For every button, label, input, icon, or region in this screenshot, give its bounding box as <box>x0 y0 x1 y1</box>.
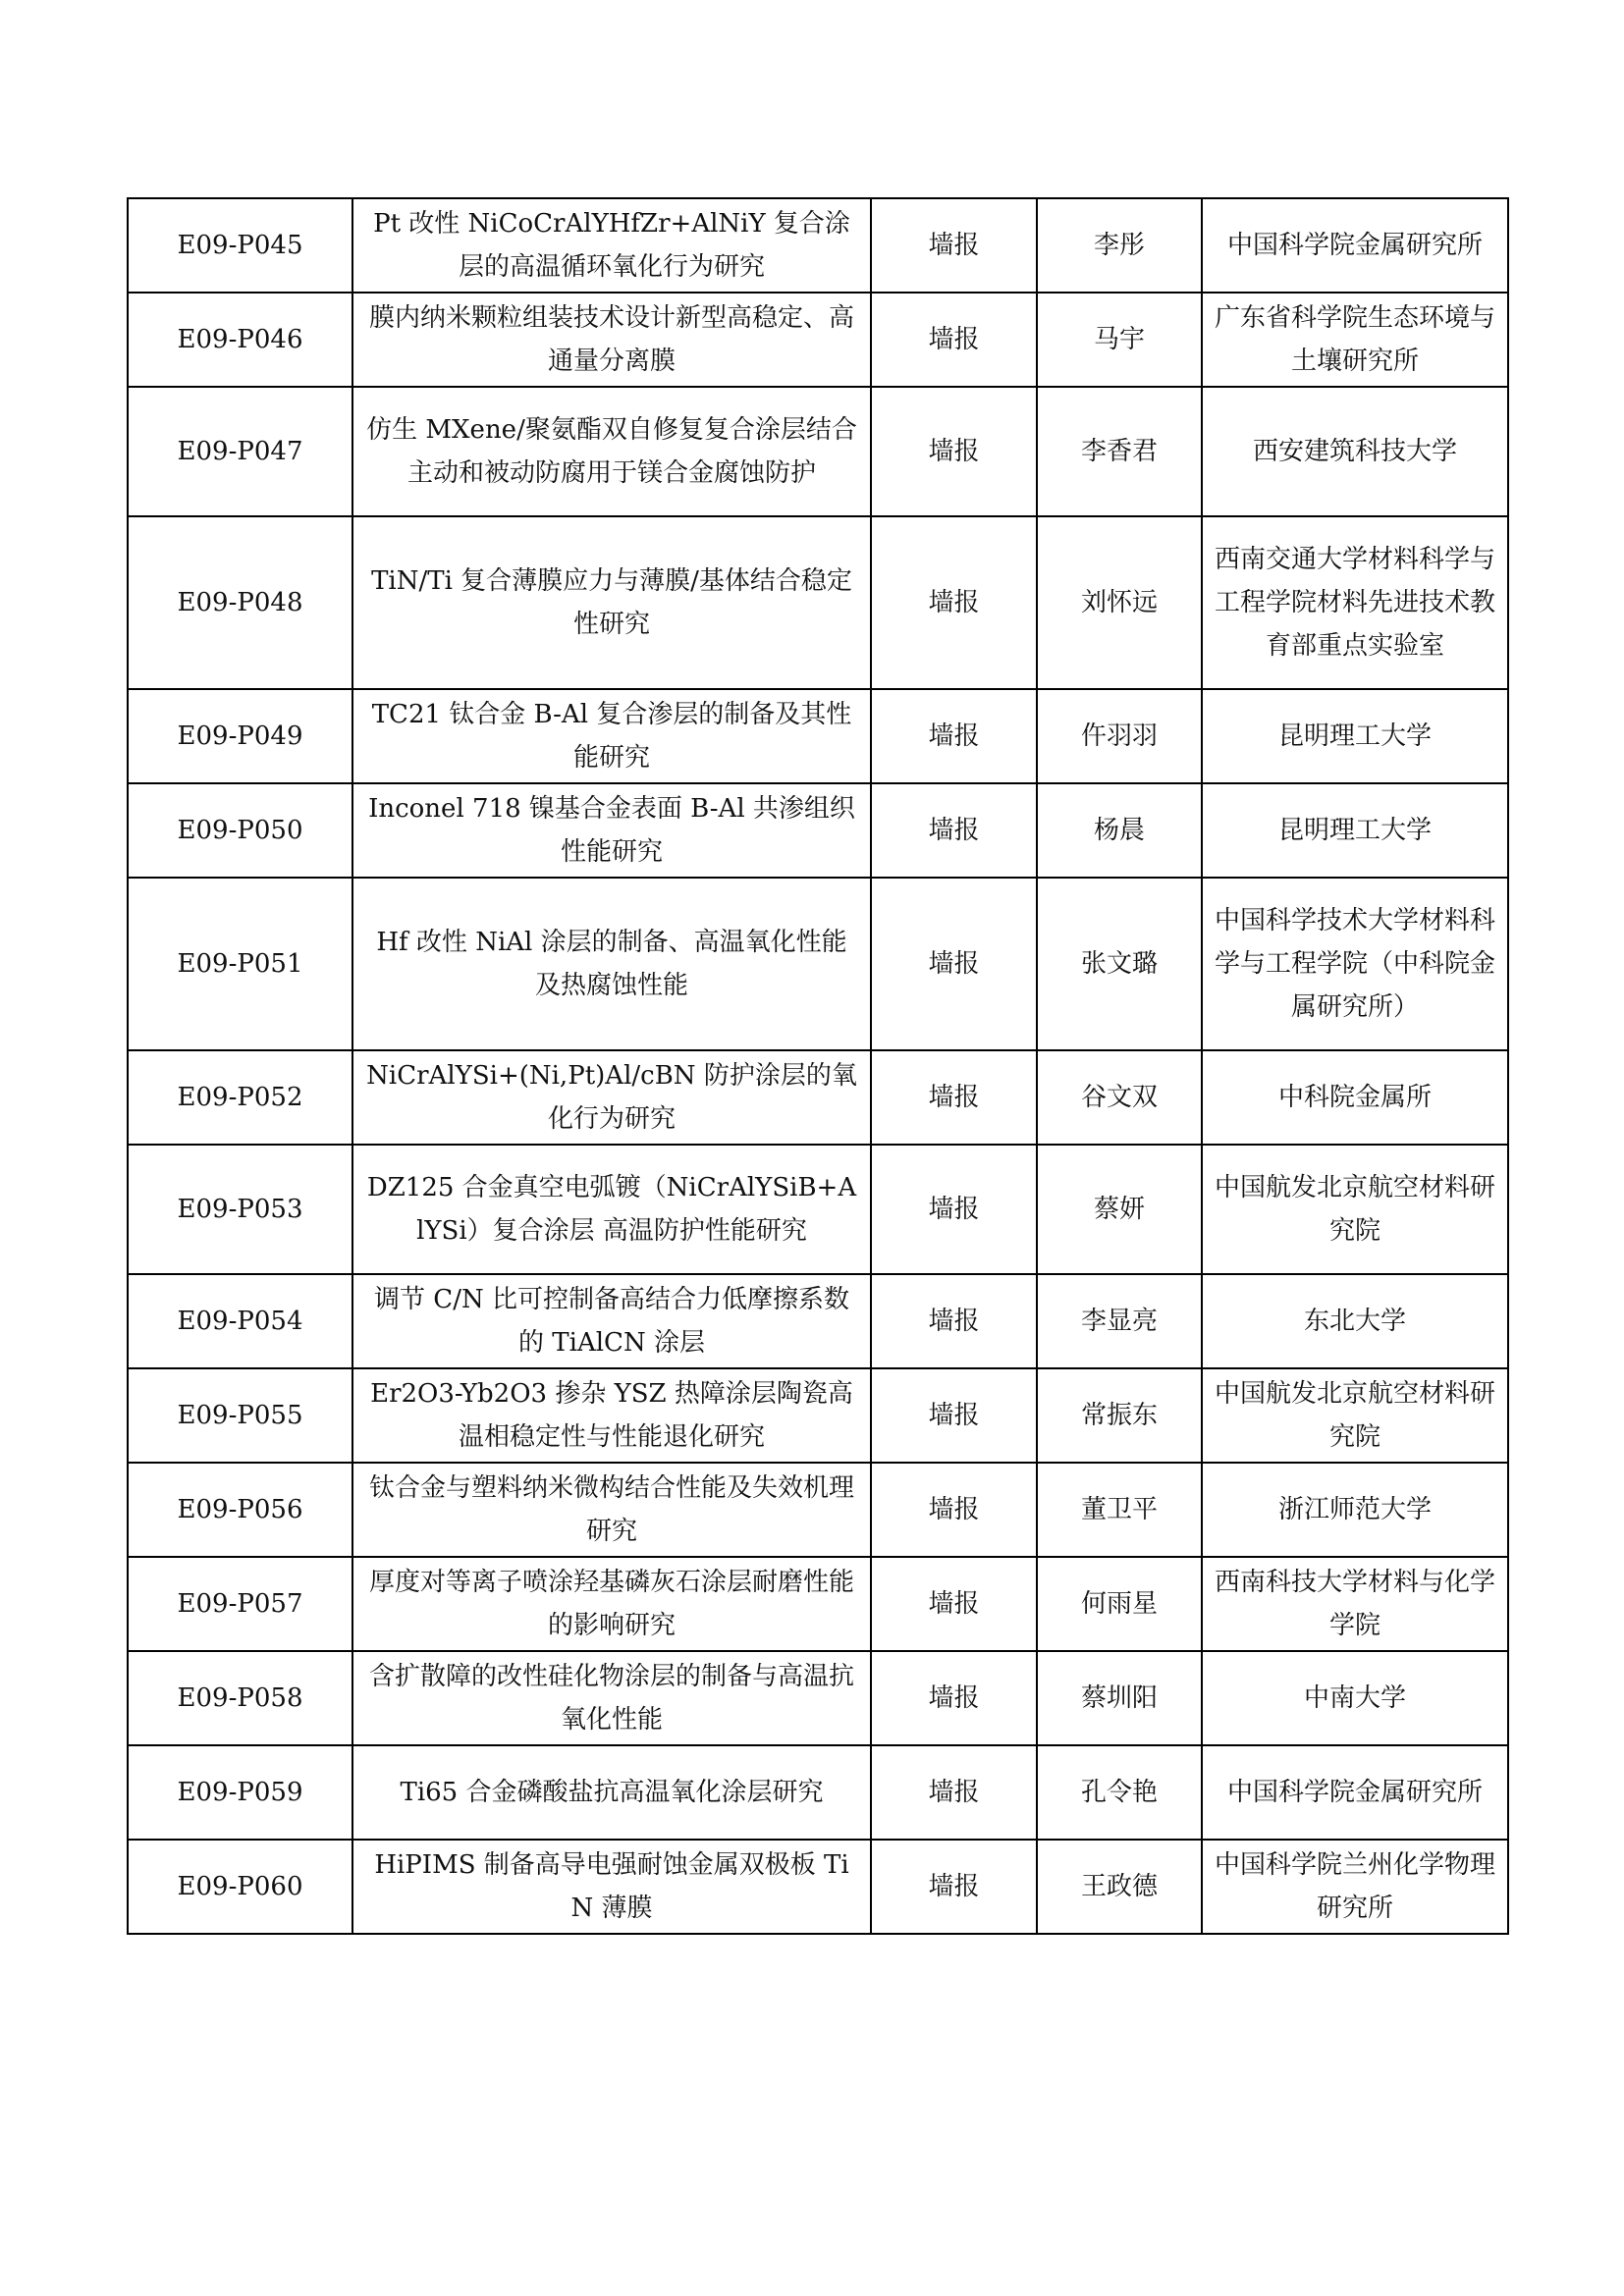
paper-title: TiN/Ti 复合薄膜应力与薄膜/基体结合稳定性研究 <box>352 516 871 689</box>
presentation-type: 墙报 <box>871 1274 1037 1368</box>
presentation-type: 墙报 <box>871 516 1037 689</box>
presenter-name: 蔡妍 <box>1037 1145 1202 1274</box>
presentation-type: 墙报 <box>871 293 1037 387</box>
organization: 中科院金属所 <box>1202 1050 1508 1145</box>
presentation-type: 墙报 <box>871 783 1037 878</box>
presenter-name: 刘怀远 <box>1037 516 1202 689</box>
paper-title: Ti65 合金磷酸盐抗高温氧化涂层研究 <box>352 1745 871 1840</box>
table-body <box>128 198 1508 1934</box>
presentation-type: 墙报 <box>871 1145 1037 1274</box>
poster-code: E09-P048 <box>128 516 352 689</box>
table-row <box>128 387 1508 516</box>
paper-title: 钛合金与塑料纳米微构结合性能及失效机理研究 <box>352 1463 871 1557</box>
poster-code: E09-P054 <box>128 1274 352 1368</box>
poster-code: E09-P047 <box>128 387 352 516</box>
organization: 昆明理工大学 <box>1202 783 1508 878</box>
presentation-type: 墙报 <box>871 198 1037 293</box>
presentation-type: 墙报 <box>871 387 1037 516</box>
presentation-type: 墙报 <box>871 878 1037 1050</box>
poster-code: E09-P055 <box>128 1368 352 1463</box>
presenter-name: 张文璐 <box>1037 878 1202 1050</box>
poster-code: E09-P059 <box>128 1745 352 1840</box>
paper-title: Pt 改性 NiCoCrAlYHfZr+AlNiY 复合涂层的高温循环氧化行为研究 <box>352 198 871 293</box>
presenter-name: 杨晨 <box>1037 783 1202 878</box>
paper-title: TC21 钛合金 B-Al 复合渗层的制备及其性能研究 <box>352 689 871 783</box>
table-row <box>128 1651 1508 1745</box>
poster-code: E09-P050 <box>128 783 352 878</box>
paper-title: Inconel 718 镍基合金表面 B-Al 共渗组织性能研究 <box>352 783 871 878</box>
poster-code: E09-P058 <box>128 1651 352 1745</box>
paper-title: Hf 改性 NiAl 涂层的制备、高温氧化性能及热腐蚀性能 <box>352 878 871 1050</box>
paper-title: 调节 C/N 比可控制备高结合力低摩擦系数的 TiAlCN 涂层 <box>352 1274 871 1368</box>
presentation-type: 墙报 <box>871 1368 1037 1463</box>
paper-title: NiCrAlYSi+(Ni,Pt)Al/cBN 防护涂层的氧化行为研究 <box>352 1050 871 1145</box>
organization: 昆明理工大学 <box>1202 689 1508 783</box>
presenter-name: 李彤 <box>1037 198 1202 293</box>
poster-code: E09-P060 <box>128 1840 352 1934</box>
organization: 浙江师范大学 <box>1202 1463 1508 1557</box>
paper-title: Er2O3-Yb2O3 掺杂 YSZ 热障涂层陶瓷高温相稳定性与性能退化研究 <box>352 1368 871 1463</box>
poster-code: E09-P051 <box>128 878 352 1050</box>
table-row <box>128 689 1508 783</box>
poster-code: E09-P052 <box>128 1050 352 1145</box>
presentation-type: 墙报 <box>871 1651 1037 1745</box>
presentation-type: 墙报 <box>871 1745 1037 1840</box>
paper-title: DZ125 合金真空电弧镀（NiCrAlYSiB+AlYSi）复合涂层 高温防护性能研究 <box>352 1145 871 1274</box>
organization: 中国科学院金属研究所 <box>1202 1745 1508 1840</box>
presentation-type: 墙报 <box>871 1840 1037 1934</box>
table-row <box>128 198 1508 293</box>
table-row <box>128 293 1508 387</box>
table-row <box>128 783 1508 878</box>
presentation-type: 墙报 <box>871 1463 1037 1557</box>
presenter-name: 蔡圳阳 <box>1037 1651 1202 1745</box>
table-row <box>128 1050 1508 1145</box>
presenter-name: 常振东 <box>1037 1368 1202 1463</box>
organization: 中国航发北京航空材料研究院 <box>1202 1368 1508 1463</box>
presenter-name: 马宇 <box>1037 293 1202 387</box>
table-row <box>128 1557 1508 1651</box>
presenter-name: 王政德 <box>1037 1840 1202 1934</box>
organization: 中国科学院兰州化学物理研究所 <box>1202 1840 1508 1934</box>
organization: 西安建筑科技大学 <box>1202 387 1508 516</box>
poster-code: E09-P049 <box>128 689 352 783</box>
organization: 中南大学 <box>1202 1651 1508 1745</box>
poster-code: E09-P045 <box>128 198 352 293</box>
organization: 西南交通大学材料科学与工程学院材料先进技术教育部重点实验室 <box>1202 516 1508 689</box>
presentation-type: 墙报 <box>871 1557 1037 1651</box>
paper-title: 厚度对等离子喷涂羟基磷灰石涂层耐磨性能的影响研究 <box>352 1557 871 1651</box>
organization: 西南科技大学材料与化学学院 <box>1202 1557 1508 1651</box>
paper-title: HiPIMS 制备高导电强耐蚀金属双极板 TiN 薄膜 <box>352 1840 871 1934</box>
table-row <box>128 1463 1508 1557</box>
table-row <box>128 1145 1508 1274</box>
table-row <box>128 1840 1508 1934</box>
table-row <box>128 1274 1508 1368</box>
organization: 东北大学 <box>1202 1274 1508 1368</box>
table-row <box>128 1745 1508 1840</box>
presenter-name: 何雨星 <box>1037 1557 1202 1651</box>
paper-title: 仿生 MXene/聚氨酯双自修复复合涂层结合主动和被动防腐用于镁合金腐蚀防护 <box>352 387 871 516</box>
presentation-type: 墙报 <box>871 689 1037 783</box>
poster-code: E09-P057 <box>128 1557 352 1651</box>
organization: 中国科学院金属研究所 <box>1202 198 1508 293</box>
poster-code: E09-P046 <box>128 293 352 387</box>
table-row <box>128 878 1508 1050</box>
poster-schedule-table <box>127 197 1509 1935</box>
table-row <box>128 1368 1508 1463</box>
presenter-name: 谷文双 <box>1037 1050 1202 1145</box>
paper-title: 膜内纳米颗粒组装技术设计新型高稳定、高通量分离膜 <box>352 293 871 387</box>
presenter-name: 仵羽羽 <box>1037 689 1202 783</box>
presenter-name: 董卫平 <box>1037 1463 1202 1557</box>
presenter-name: 李香君 <box>1037 387 1202 516</box>
organization: 广东省科学院生态环境与土壤研究所 <box>1202 293 1508 387</box>
table-row <box>128 516 1508 689</box>
poster-code: E09-P056 <box>128 1463 352 1557</box>
presenter-name: 李显亮 <box>1037 1274 1202 1368</box>
paper-title: 含扩散障的改性硅化物涂层的制备与高温抗氧化性能 <box>352 1651 871 1745</box>
organization: 中国科学技术大学材料科学与工程学院（中科院金属研究所） <box>1202 878 1508 1050</box>
organization: 中国航发北京航空材料研究院 <box>1202 1145 1508 1274</box>
presentation-type: 墙报 <box>871 1050 1037 1145</box>
presenter-name: 孔令艳 <box>1037 1745 1202 1840</box>
poster-code: E09-P053 <box>128 1145 352 1274</box>
